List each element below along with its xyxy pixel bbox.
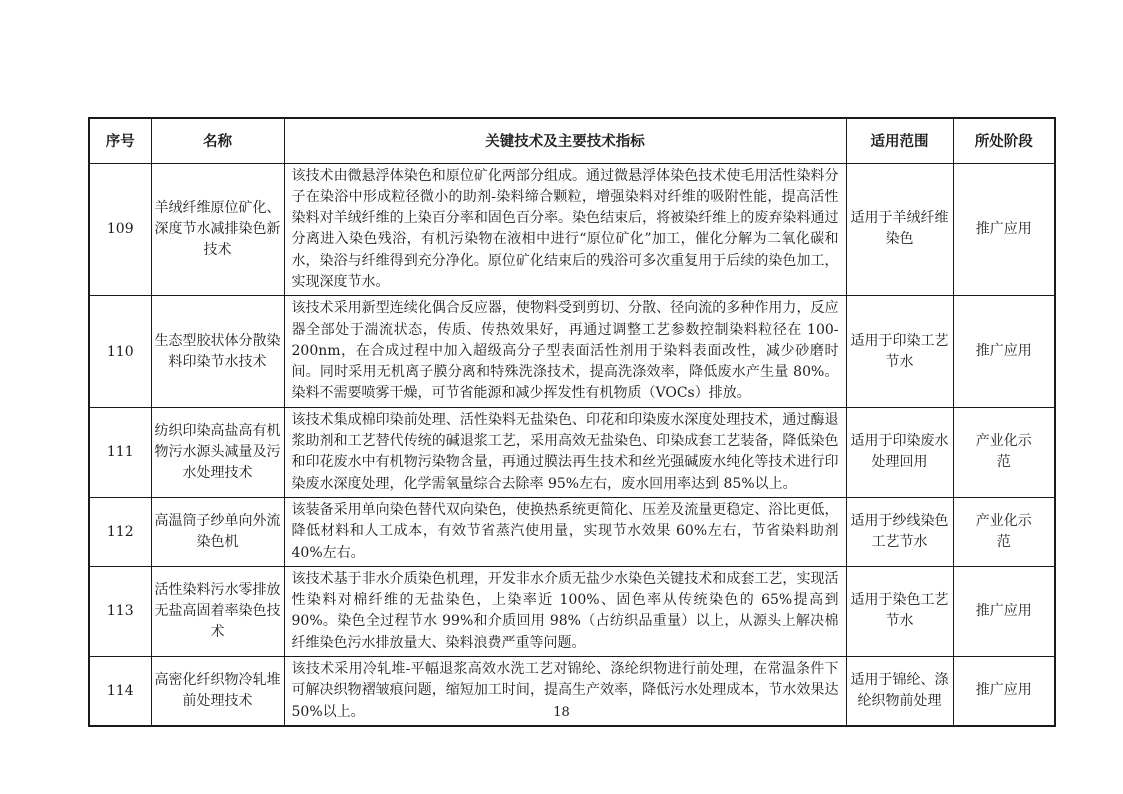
row-scope: 适用于羊绒纤维染色 [846, 163, 953, 296]
row-description: 该技术基于非水介质染色机理，开发非水介质无盐少水染色关键技术和成套工艺，实现活性染料对棉纤维的无盐染色，上染率近 100%、固色率从传统染色的 65%提高到 90%。染色全过程节水 99%和介质回用 98%（占纺织品重量）以上，从源头上解决棉纤维染色污水排放量大、染料浪费严重等问题。 [284, 566, 846, 656]
row-serial-number: 111 [89, 407, 151, 497]
row-description: 该技术采用新型连续化偶合反应器，使物料受到剪切、分散、径向流的多种作用力，反应器全部处于湍流状态，传质、传热效果好，再通过调整工艺参数控制染料粒径在 100-200nm，在合成过程中加入超级高分子型表面活性剂用于染料表面改性，减少砂磨时间。同时采用无机离子膜分离和特殊洗涤技术，提高洗涤效率，降低废水产生量 80%。染料不需要喷雾干燥，可节省能源和减少挥发性有机物质（VOCs）排放。 [284, 296, 846, 407]
row-description: 该技术集成棉印染前处理、活性染料无盐染色、印花和印染废水深度处理技术，通过酶退浆助剂和工艺替代传统的碱退浆工艺，采用高效无盐染色、印染成套工艺装备，降低染色和印花废水中有机物污染物含量，再通过膜法再生技术和丝光强碱废水纯化等技术进行印染废水深度处理，化学需氧量综合去除率 95%左右，废水回用率达到 85%以上。 [284, 407, 846, 497]
technology-table [88, 117, 1056, 727]
row-description: 该技术由微悬浮体染色和原位矿化两部分组成。通过微悬浮体染色技术使毛用活性染料分子在染浴中形成粒径微小的助剂-染料缔合颗粒，增强染料对纤维的吸附性能，提高活性染料对羊绒纤维的上染百分率和固色百分率。染色结束后，将被染纤维上的废弃染料通过分离进入染色残浴，有机污染物在液相中进行“原位矿化”加工，催化分解为二氧化碳和水，染浴与纤维得到充分净化。原位矿化结束后的残浴可多次重复用于后续的染色加工，实现深度节水。 [284, 163, 846, 296]
row-serial-number: 113 [89, 566, 151, 656]
header-serial-number: 序号 [89, 118, 151, 163]
row-name: 生态型胶状体分散染料印染节水技术 [151, 296, 284, 407]
row-name: 高密化纤织物冷轧堆前处理技术 [151, 657, 284, 726]
row-name: 高温筒子纱单向外流染色机 [151, 497, 284, 566]
row-scope: 适用于染色工艺节水 [846, 566, 953, 656]
header-scope: 适用范围 [846, 118, 953, 163]
row-name: 羊绒纤维原位矿化、深度节水减排染色新技术 [151, 163, 284, 296]
row-description: 该装备采用单向染色替代双向染色，使换热系统更简化、压差及流量更稳定、浴比更低，降低材料和人工成本，有效节省蒸汽使用量，实现节水效果 60%左右，节省染料助剂 40%左右。 [284, 497, 846, 566]
row-serial-number: 112 [89, 497, 151, 566]
row-serial-number: 109 [89, 163, 151, 296]
table-header-row [89, 118, 1055, 163]
row-stage: 推广应用 [953, 163, 1055, 296]
table-row [89, 163, 1055, 296]
table-row [89, 497, 1055, 566]
row-scope: 适用于纱线染色工艺节水 [846, 497, 953, 566]
row-scope: 适用于印染工艺节水 [846, 296, 953, 407]
row-name: 纺织印染高盐高有机物污水源头减量及污水处理技术 [151, 407, 284, 497]
row-stage: 推广应用 [953, 296, 1055, 407]
page-number: 18 [553, 705, 570, 720]
header-name: 名称 [151, 118, 284, 163]
row-scope: 适用于印染废水处理回用 [846, 407, 953, 497]
row-serial-number: 110 [89, 296, 151, 407]
row-stage: 产业化示范 [953, 497, 1055, 566]
row-stage: 推广应用 [953, 657, 1055, 726]
table-row [89, 407, 1055, 497]
row-stage: 产业化示范 [953, 407, 1055, 497]
row-serial-number: 114 [89, 657, 151, 726]
row-name: 活性染料污水零排放无盐高固着率染色技术 [151, 566, 284, 656]
row-stage: 推广应用 [953, 566, 1055, 656]
row-description: 该技术采用冷轧堆-平幅退浆高效水洗工艺对锦纶、涤纶织物进行前处理，在常温条件下可解决织物褶皱痕问题，缩短加工时间，提高生产效率，降低污水处理成本，节水效果达 50%以上。 [284, 657, 846, 726]
table-row [89, 296, 1055, 407]
header-key-technology: 关键技术及主要技术指标 [284, 118, 846, 163]
header-stage: 所处阶段 [953, 118, 1055, 163]
row-scope: 适用于锦纶、涤纶织物前处理 [846, 657, 953, 726]
table-row [89, 566, 1055, 656]
